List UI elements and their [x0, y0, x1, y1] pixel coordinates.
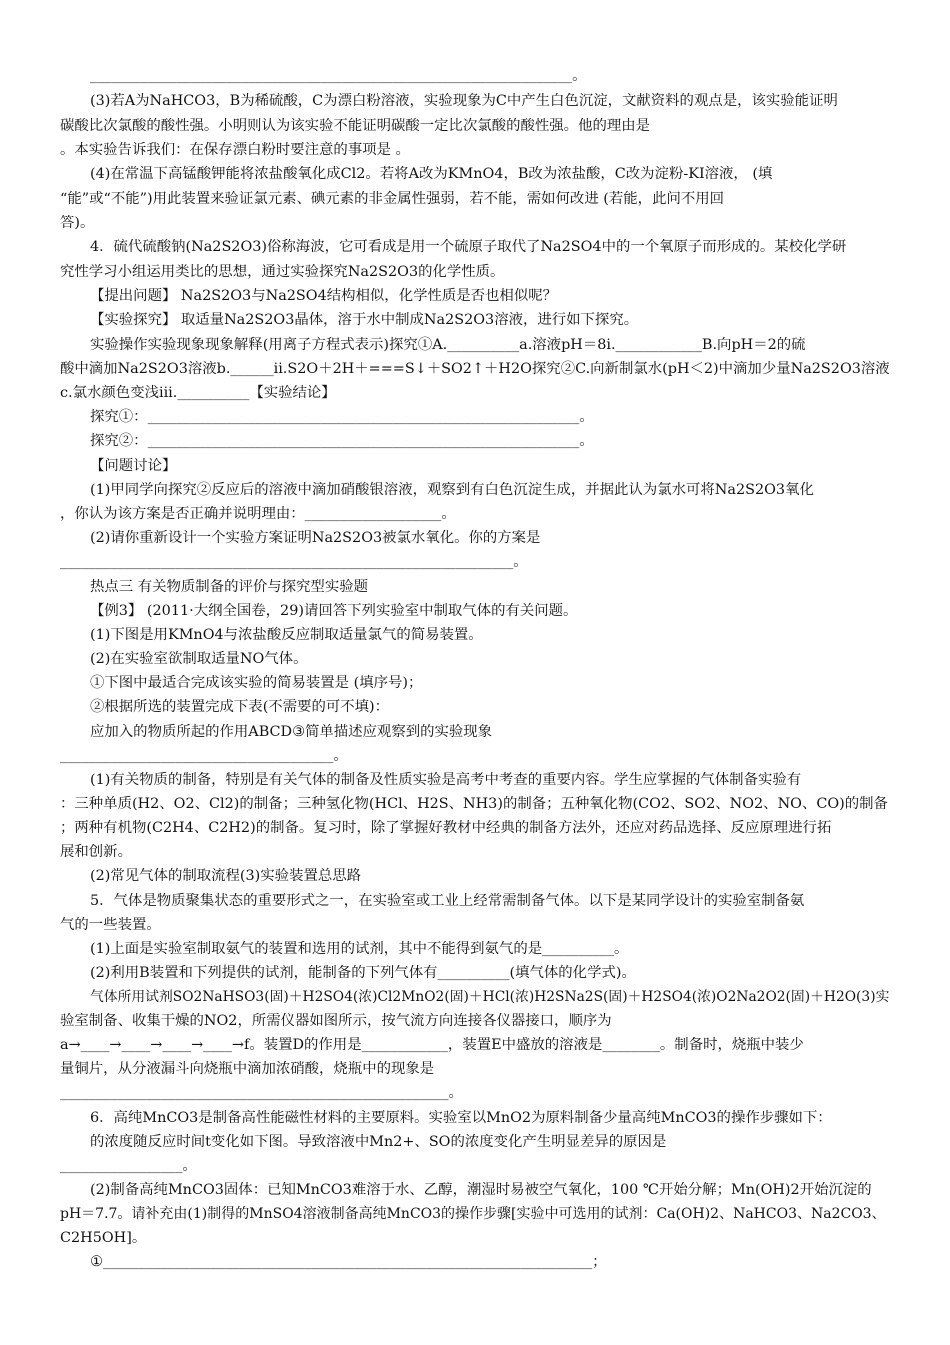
discussion-1: (1)甲同学向探究②反应后的溶液中滴加硝酸银溶液，观察到有白色沉淀生成，并据此认为氯水可将Na2S2O3氧化 — [90, 482, 814, 498]
problem-5-intro-cont: 气的一些装置。 — [60, 917, 161, 933]
discussion-heading: 【问题讨论】 — [90, 458, 177, 474]
problem-5-reagents: 气体所用试剂SO2NaHSO3(固)＋H2SO4(浓)Cl2MnO2(固)＋HCl(浓)H2SNa2S(固)＋H2SO4(浓)O2Na2O2(固)＋H2O(3)实 — [90, 989, 890, 1005]
example-3-text: 【例3】 (2011·大纲全国卷，29)请回答下列实验室中制取气体的有关问题。 — [90, 603, 578, 619]
experiment-explore: 【实验探究】 取适量Na2S2O3晶体，溶于水中制成Na2S2O3溶液，进行如下探究。 — [90, 312, 639, 328]
conclusion-2: 探究②：____________________________________________________________。 — [90, 433, 594, 449]
discussion-1-cont: ，你认为该方案是否正确并说明理由：___________________。 — [60, 506, 456, 522]
experiment-table-text: 实验操作实验现象现象解释(用离子方程式表示)探究①A.__________a.溶液pH＝8i.____________B.向pH＝2的硫 — [90, 337, 806, 353]
discussion-2-blank: _______________________________________________________________。 — [60, 554, 528, 570]
problem-5-intro: 5．气体是物质聚集状态的重要形式之一，在实验室或工业上经常需制备气体。以下是某同学设计的实验室制备氨 — [90, 893, 805, 909]
experiment-table-text-cont: 酸中滴加Na2S2O3溶液b.______ii.S2O＋2H＋===S↓＋SO2↑＋H2O探究②C.向新制氯水(pH＜2)中滴加少量Na2S2O3溶液 — [60, 361, 890, 377]
problem-6-blank: _________________。 — [60, 1158, 197, 1174]
problem-5-sequence-cont: 量铜片，从分液漏斗向烧瓶中滴加浓硝酸，烧瓶中的现象是 — [60, 1061, 435, 1077]
problem-6-intro: 6．高纯MnCO3是制备高性能磁性材料的主要原料。实验室以MnO2为原料制备少量高纯MnCO3的操作步骤如下： — [90, 1110, 832, 1126]
problem-4-intro-cont: 究性学习小组运用类比的思想，通过实验探究Na2S2O3的化学性质。 — [60, 264, 505, 280]
problem-6-text: 的浓度随反应时间t变化如下图。导致溶液中Mn2+、SO的浓度变化产生明显差异的原因是 — [90, 1134, 667, 1150]
answer-blank-line: ___________________________________________________________________。 — [90, 68, 587, 84]
question-3-text-cont: 碳酸比次氯酸的酸性强。小明则认为该实验不能证明碳酸一定比次氯酸的酸性强。他的理由是 — [60, 118, 651, 134]
experiment-table-text-cont: c.氯水颜色变浅iii.__________【实验结论】 — [60, 385, 336, 401]
example-3-sub-2: ②根据所选的装置完成下表(不需要的可不填)： — [90, 699, 390, 715]
question-3-text-cont: 。本实验告诉我们：在保存漂白粉时要注意的事项是 。 — [60, 142, 410, 158]
example-3-sub-1: ①下图中最适合完成该实验的简易装置是 (填序号)； — [90, 675, 423, 691]
problem-5-sequence: a→____→____→____→____→f。装置D的作用是____________，装置E中盛放的溶液是________。制备时，烧瓶中装少 — [60, 1037, 804, 1053]
hotspot-3-heading: 热点三 有关物质制备的评价与探究型实验题 — [90, 579, 368, 595]
discussion-2: (2)请你重新设计一个实验方案证明Na2S2O3被氯水氧化。你的方案是 — [90, 530, 541, 546]
raise-question: 【提出问题】 Na2S2O3与Na2SO4结构相似，化学性质是否也相似呢？ — [90, 288, 557, 304]
problem-6-part-2-cont: C2H5OH]。 — [60, 1230, 147, 1246]
problem-6-part-2: (2)制备高纯MnCO3固体：已知MnCO3难溶于水、乙醇，潮湿时易被空气氧化，100 ℃开始分解；Mn(OH)2开始沉淀的 — [90, 1182, 872, 1198]
summary-2: (2)常见气体的制取流程(3)实验装置总思路 — [90, 868, 362, 884]
question-4-sub-text-cont: “能”或“不能”)用此装置来验证氯元素、碘元素的非金属性强弱，若不能，需如何改进 (若能，此问不用回 — [60, 191, 725, 207]
summary-1-cont: ：三种单质(H2、O2、Cl2)的制备；三种氢化物(HCl、H2S、NH3)的制备；五种氧化物(CO2、SO2、NO2、NO、CO)的制备 — [60, 796, 888, 812]
problem-5-part-1: (1)上面是实验室制取氨气的装置和选用的试剂，其中不能得到氨气的是__________。 — [90, 941, 629, 957]
example-3-table-text: 应加入的物质所起的作用ABCD③简单描述应观察到的实验现象 — [90, 724, 493, 740]
problem-5-blank: ______________________________________________________。 — [60, 1085, 463, 1101]
problem-6-part-2-cont: pH＝7.7。请补充由(1)制得的MnSO4溶液制备高纯MnCO3的操作步骤[实验中可选用的试剂：Ca(OH)2、NaHCO3、Na2CO3、 — [60, 1206, 886, 1222]
conclusion-1: 探究①：____________________________________________________________。 — [90, 409, 594, 425]
summary-1-cont: ；两种有机物(C2H4、C2H2)的制备。复习时，除了掌握好教材中经典的制备方法外，还应对药品选择、反应原理进行拓 — [60, 820, 832, 836]
summary-1: (1)有关物质的制备，特别是有关气体的制备及性质实验是高考中考查的重要内容。学生应掌握的气体制备实验有 — [90, 772, 802, 788]
question-4-sub-text-cont: 答)。 — [60, 215, 95, 231]
question-3-text: (3)若A为NaHCO3，B为稀硫酸，C为漂白粉溶液，实验现象为C中产生白色沉淀，文献资料的观点是，该实验能证明 — [90, 93, 838, 109]
example-3-blank: ______________________________________。 — [60, 748, 348, 764]
problem-5-reagents-cont: 验室制备、收集干燥的NO2，所需仪器如图所示，按气流方向连接各仪器接口，顺序为 — [60, 1013, 612, 1029]
question-4-sub-text: (4)在常温下高锰酸钾能将浓盐酸氧化成Cl2。若将A改为KMnO4，B改为浓盐酸，C改为淀粉-KI溶液， (填 — [90, 166, 773, 182]
problem-6-step-1: ①____________________________________________________________________； — [90, 1254, 607, 1270]
summary-1-cont: 展和创新。 — [60, 844, 132, 860]
example-3-part-2: (2)在实验室欲制取适量NO气体。 — [90, 651, 308, 667]
problem-5-part-2: (2)利用B装置和下列提供的试剂，能制备的下列气体有__________(填气体的化学式)。 — [90, 965, 636, 981]
example-3-part-1: (1)下图是用KMnO4与浓盐酸反应制取适量氯气的简易装置。 — [90, 627, 483, 643]
problem-4-intro: 4．硫代硫酸钠(Na2S2O3)俗称海波，它可看成是用一个硫原子取代了Na2SO4中的一个氧原子而形成的。某校化学研 — [90, 239, 847, 255]
